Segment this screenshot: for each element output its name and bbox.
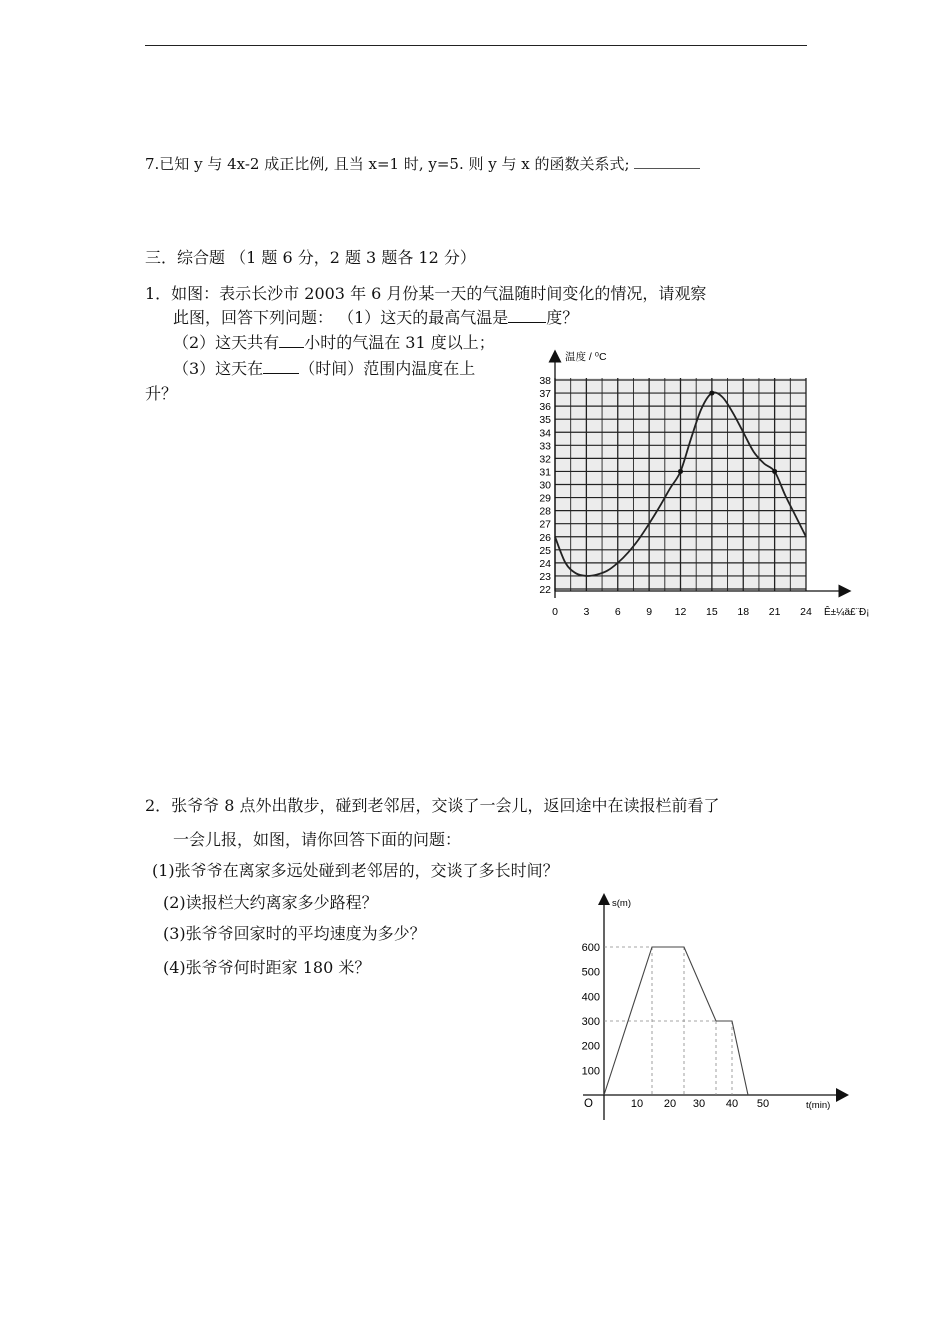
y-tick-label: 31 (539, 466, 551, 479)
problem-1-line-1: 1．如图：表示长沙市 2003 年 6 月份某一天的气温随时间变化的情况，请观察 (145, 284, 707, 303)
y-tick-label: 22 (539, 584, 551, 596)
y-tick-label: 100 (581, 1065, 600, 1078)
x-tick-label: 50 (756, 1098, 770, 1110)
x-tick-label: 40 (725, 1098, 739, 1110)
problem-1-question-2-end: 小时的气温在 31 度以上； (304, 333, 495, 352)
problem-2-question-2: (2)读报栏大约离家多少路程？ (163, 893, 378, 912)
x-tick-label: 21 (768, 606, 781, 618)
problem-1-question-1-end: 度？ (546, 308, 579, 327)
y-tick-label: 36 (539, 401, 551, 414)
y-tick-label: 30 (539, 479, 551, 492)
problem-1-question-3-end: （时间）范围内温度在上 (299, 359, 476, 378)
y-tick-label: 500 (581, 966, 600, 979)
x-tick-label: 15 (706, 606, 718, 618)
y-tick-label: 400 (581, 991, 600, 1004)
x-tick-label: 3 (583, 606, 590, 618)
y-tick-label: 37 (539, 388, 551, 401)
y-axis-arrow (598, 893, 610, 905)
y-tick-label: 200 (581, 1040, 600, 1053)
x-tick-label: 9 (646, 606, 653, 618)
y-tick-label: 24 (539, 557, 551, 570)
problem-2-line-1: 2．张爷爷 8 点外出散步，碰到老邻居，交谈了一会儿，返回途中在读报栏前看了 (145, 796, 720, 815)
y-tick-label: 32 (539, 453, 551, 466)
key-point (678, 469, 683, 474)
question-7-text: 7.已知 y 与 4x-2 成正比例, 且当 x=1 时, y=5. 则 y 与 x 的函数关系式; (145, 155, 635, 173)
y-tick-label: 25 (539, 544, 551, 557)
key-point (772, 469, 777, 474)
y-tick-label: 23 (539, 570, 551, 583)
x-tick-label: 18 (737, 606, 750, 618)
x-axis-label: t(min) (806, 1100, 831, 1111)
section-title: 三．综合题 （1 题 6 分，2 题 3 题各 12 分） (145, 248, 476, 267)
x-tick-label: 6 (614, 606, 621, 618)
problem-1-question-1: 此图，回答下列问题： （1）这天的最高气温是 (173, 308, 509, 327)
y-tick-label: 28 (539, 505, 551, 518)
y-axis-label: 温度 / ⁰C (565, 351, 607, 363)
y-tick-label: 38 (539, 375, 551, 387)
y-tick-label: 35 (539, 414, 551, 427)
origin-label: O (584, 1098, 593, 1110)
x-tick-label: 12 (674, 606, 687, 618)
key-point (709, 391, 714, 396)
problem-2-line-2: 一会儿报，如图，请你回答下面的问题： (173, 830, 462, 849)
y-tick-label: 34 (539, 427, 551, 440)
x-tick-label: 24 (800, 606, 812, 618)
problem-1-question-2: （2）这天共有 (173, 333, 280, 352)
x-axis-arrow (836, 1088, 849, 1102)
y-tick-label: 300 (581, 1016, 600, 1028)
problem-2-question-4: (4)张爷爷何时距家 180 米？ (163, 958, 371, 977)
problem-1-question-3: （3）这天在 (173, 359, 264, 378)
x-axis-label: Ê±¼ä£¨Ð¡ (824, 607, 870, 618)
problem-2-question-3: (3)张爷爷回家时的平均速度为多少？ (163, 924, 426, 943)
x-tick-label: 20 (663, 1098, 677, 1110)
x-tick-label: 0 (552, 606, 558, 618)
problem-2-question-1: (1)张爷爷在离家多远处碰到老邻居的，交谈了多长时间？ (152, 861, 559, 880)
y-tick-label: 27 (539, 518, 551, 531)
problem-1-line-5: 升？ (145, 384, 178, 403)
y-tick-label: 33 (539, 440, 551, 453)
x-tick-label: 10 (630, 1098, 644, 1110)
y-axis-label: s(m) (612, 898, 631, 909)
y-tick-label: 600 (581, 942, 600, 954)
x-tick-label: 30 (692, 1098, 706, 1110)
y-tick-label: 29 (539, 492, 551, 505)
y-tick-label: 26 (539, 531, 551, 544)
